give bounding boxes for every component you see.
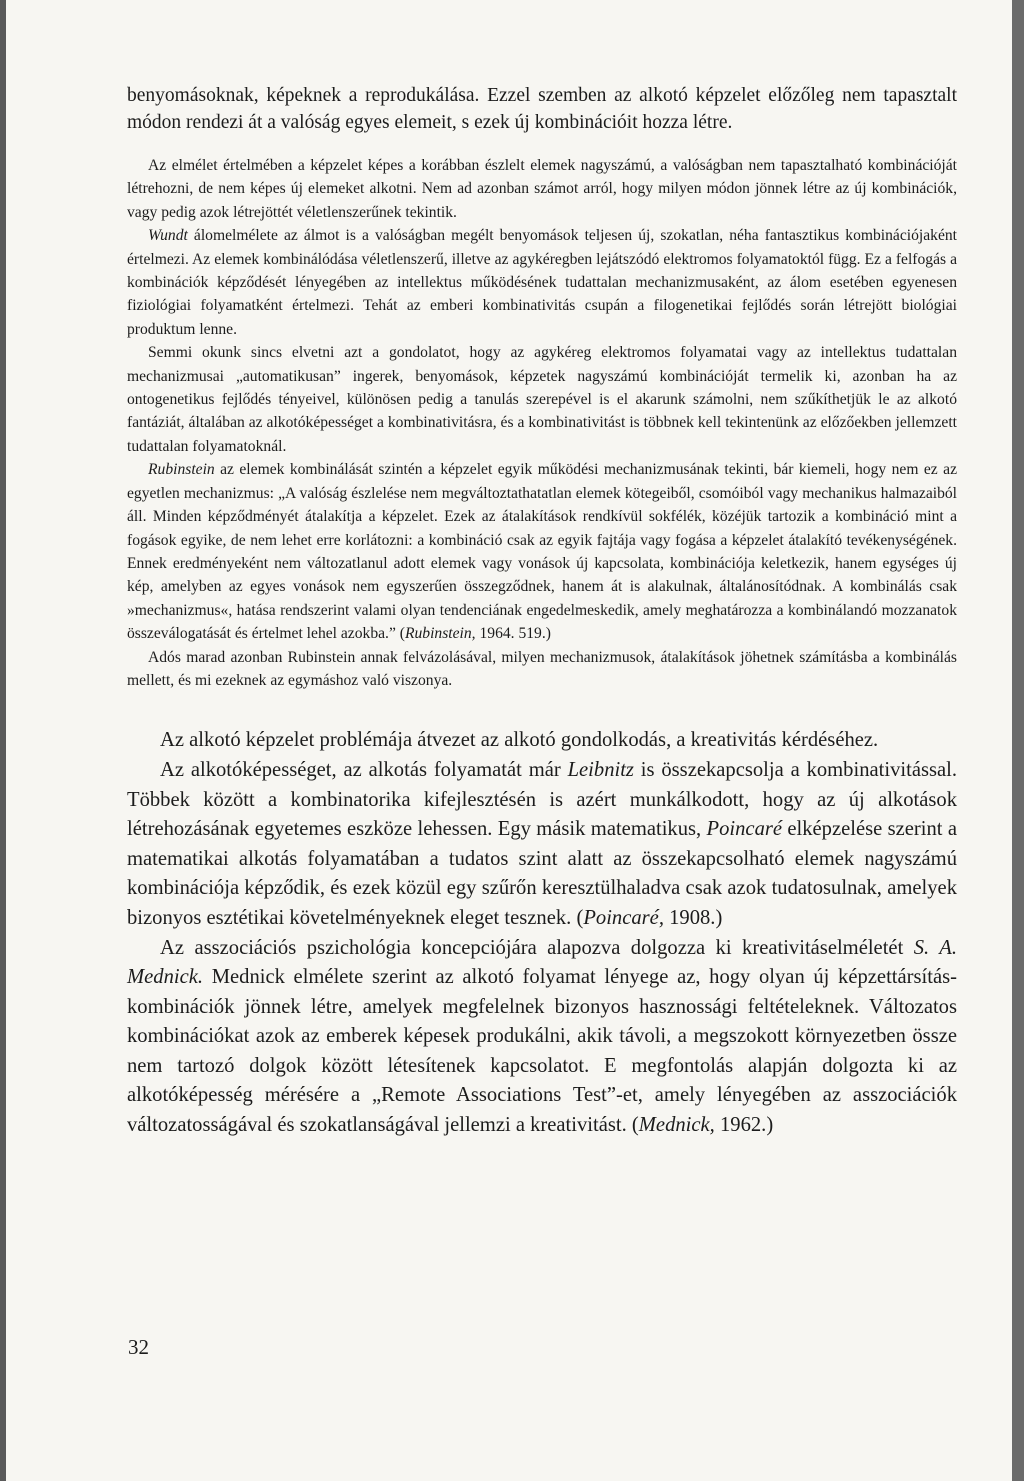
text-run: Az alkotóképességet, az alkotás folyamatát már [160, 758, 568, 781]
paragraph [127, 341, 957, 458]
text-run: Adós marad azonban Rubinstein annak felvázolásával, milyen mechanizmusok, átalakítások jöhetnek számításba a kombinálás mellett, és mi ezeknek az egymáshoz való viszonya. [127, 648, 957, 689]
paragraph [127, 646, 957, 693]
italic-run: Rubinstein, [404, 625, 476, 643]
page-number: 32 [128, 1335, 149, 1359]
text-run: 1964. 519.) [475, 625, 551, 643]
italic-run: Leibnitz [567, 758, 634, 781]
text-run: elképzelése szerint a matematikai alkotás folyamatában a tudatos szint alatt az összekapcsolható elemek nagyszámú kombinációja képződik, és ezek közül egy szűrőn keresztülhaladva csak azok tudatosulnak, amelyek bizonyos esztétikai követelményeknek eleget tesznek. ( [127, 818, 958, 929]
italic-run: S. A. Mednick. [127, 936, 958, 989]
italic-run: Poincaré [706, 818, 783, 841]
scan-edge-left [0, 0, 6, 1481]
italic-run: Wundt [148, 227, 188, 245]
paragraph [127, 458, 957, 645]
text-run: az elemek kombinálását szintén a képzelet egyik működési mechanizmusának tekinti, bár kiemeli, hogy nem ez az egyetlen mechanizmus: „A valóság észlelése nem megváltoztathatatlan elemek kötegeiből, csomóiból vagy mechanikus halmazaiból áll. Minden képződményét átalakítja a képzelet. Ezek az átalakítások rendkívül sokfélék, közéjük tartozik a kombináció mint a fogások egyike, de nem lehet erre korlátozni: a kombináció csak az egyik fajtája vagy fogása a képzelet átalakító tevékenységének. Ennek eredményeként nem változatlanul adott elemek vagy vonások új kapcsolata, kombinációja keletkezik, hanem egységes új kép, amelyben az egyes vonások nem egyszerűen összegződnek, hanem át is alakulnak, általánosítódnak. A kombinálás csak »mechanizmus«, hatása rendszerint valami olyan tendenciának engedelmeskedik, amely meghatározza a kombinálandó mozzanatok összeválogatását és értelmet lehel azokba.” ( [127, 461, 957, 643]
text-run: is összekapcsolja a kombinativitással. Többek között a kombinatorika kifejlesztésén is azért munkálkodott, hogy az új alkotások létrehozásának egyetemes eszköze lehessen. Egy másik matematikus, [127, 758, 957, 841]
paragraph [127, 726, 957, 756]
paragraph [127, 154, 957, 224]
paragraph [127, 934, 957, 1141]
text-run: Mednick elmélete szerint az alkotó folyamat lényege az, hogy olyan új képzettársítás-kombinációk jönnek létre, amelyek megfelelnek bizonyos hasznossági feltételeknek. Változatos kombinációkat azok az emberek képesek produkálni, akik távoli, a megszokott környezetben össze nem tartozó dolgok között létesítenek kapcsolatot. E megfontolás alapján dolgozta ki az alkotóképesség mérésére a „Remote Associations Test”-et, amely lényegében az asszociációk változatosságával és szokatlanságával jellemzi a kreativitást. ( [127, 966, 957, 1137]
italic-run: Mednick, [638, 1114, 715, 1137]
text-run: Az elmélet értelmében a képzelet képes a korábban észlelt elemek nagyszámú, a valóságban nem tapasztalható kombinációját létrehozni, de nem képes új elemeket alkotni. Nem ad azonban számot arról, hogy milyen módon jönnek létre az új kombinációk, vagy pedig azok létrejöttét véletlenszerűnek tekintik. [127, 157, 957, 221]
paragraph [127, 224, 957, 341]
italic-run: Rubinstein [148, 461, 215, 479]
italic-run: Poincaré, [583, 906, 664, 929]
text-run: 1908.) [663, 906, 723, 929]
text-run: Semmi okunk sincs elvetni azt a gondolatot, hogy az agykéreg elektromos folyamatai vagy az intellektus tudattalan mechanizmusai „automatikusan” ingerek, benyomások, képzetek nagyszámú kombinációját termelik ki, azonban ha az ontogenetikus fejlődés tényeivel, különösen pedig a tanulás szerepével is el akarunk számolni, nem szűkíthetjük le az alkotó fantáziát, általában az alkotóképességet a kombinativitásra, és a kombinativitást is többnek kell tekintenünk az előzőekben jellemzett tudattalan folyamatoknál. [127, 344, 957, 455]
text-run: álomelmélete az álmot is a valóságban megélt benyomások teljesen új, szokatlan, néha fantasztikus kombinációjaként értelmezi. Az elemek kombinálódása véletlenszerű, illetve az agykéregben lejátszódó elektromos folyamatoktól függ. Ez a felfogás a kombinációk képződését lényegében az intellektus működésének tudattalan mechanizmusaként, az álom esetében egyenesen fiziológiai folyamatként értelmezi. Tehát az emberi kombinativitás csupán a filogenetikai fejlődés során létrejött biológiai produktum lenne. [127, 227, 957, 338]
text-run: 1962.) [714, 1114, 774, 1137]
page-body [127, 82, 957, 1141]
text-run: Az asszociációs pszichológia koncepciójára alapozva dolgozza ki kreativitáselméletét [160, 936, 914, 959]
paragraph [127, 82, 957, 136]
scan-edge-right [1012, 0, 1024, 1481]
text-run: benyomásoknak, képeknek a reprodukálása. Ezzel szemben az alkotó képzelet előzőleg nem tapasztalt módon rendezi át a valóság egyes elemeit, s ezek új kombinációit hozza létre. [127, 85, 957, 133]
text-run: Az alkotó képzelet problémája átvezet az alkotó gondolkodás, a kreativitás kérdéséhez. [160, 729, 879, 752]
paragraph [127, 756, 957, 934]
